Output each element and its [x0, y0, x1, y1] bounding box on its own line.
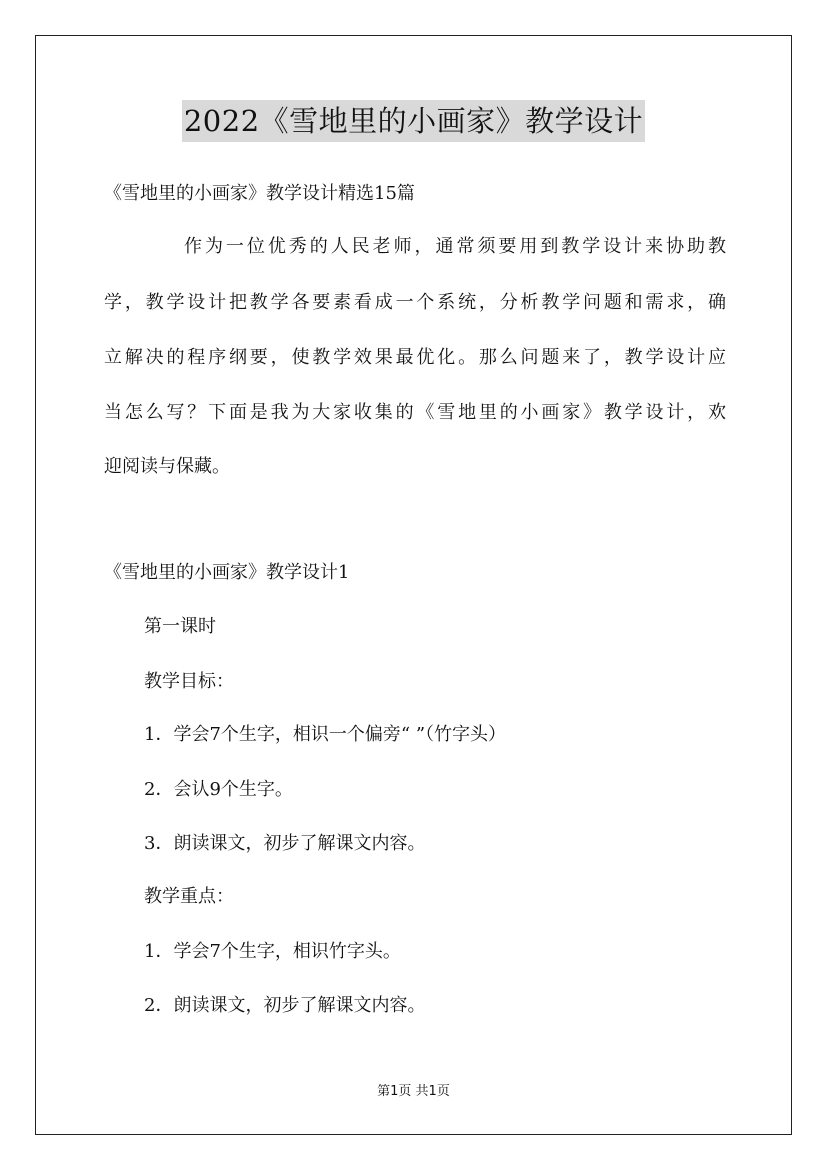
title-container [0, 100, 827, 142]
lesson-label: 第一课时 [144, 616, 216, 637]
intro-line-5: 迎阅读与保藏。 [104, 456, 230, 477]
intro-line-3: 立解决的程序纲要，使教学效果最优化。那么问题来了，教学设计应 [104, 347, 726, 368]
focus-heading: 教学重点： [144, 886, 234, 907]
goal-item-1: 1．学会7个生字，相识一个偏旁“ ”（竹字头） [144, 724, 507, 745]
document-subtitle: 《雪地里的小画家》教学设计精选15篇 [104, 183, 415, 204]
goals-heading: 教学目标： [144, 671, 234, 692]
goal-item-3: 3．朗读课文，初步了解课文内容。 [144, 833, 426, 854]
document-title: 2022《雪地里的小画家》教学设计 [182, 100, 645, 142]
intro-line-1: 作为一位优秀的人民老师，通常须要用到教学设计来协助教 [184, 236, 726, 257]
intro-line-4: 当怎么写？下面是我为大家收集的《雪地里的小画家》教学设计，欢 [104, 402, 726, 423]
page-footer: 第1页 共1页 [377, 1084, 450, 1099]
focus-item-2: 2．朗读课文，初步了解课文内容。 [144, 995, 426, 1016]
focus-item-1: 1．学会7个生字，相识竹字头。 [144, 941, 401, 962]
section-heading: 《雪地里的小画家》教学设计1 [104, 562, 350, 583]
intro-line-2: 学，教学设计把教学各要素看成一个系统，分析教学问题和需求，确 [104, 292, 726, 313]
goal-item-2: 2．会认9个生字。 [144, 779, 293, 800]
